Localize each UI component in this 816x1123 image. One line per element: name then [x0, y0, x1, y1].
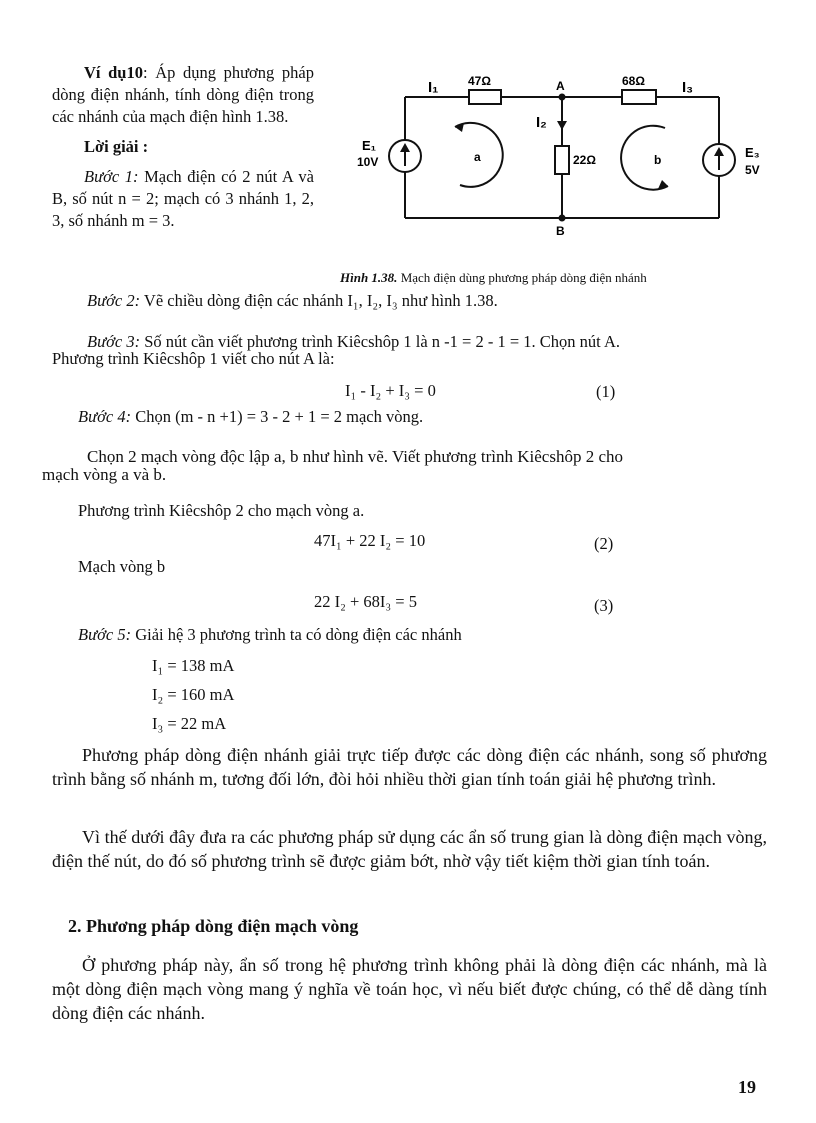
loop-a-text: Phương trình Kiêcshôp 2 cho mạch vòng a. — [78, 501, 365, 520]
result-i3: I₃ = 22 mA — [152, 714, 227, 733]
step3-line2: Phương trình Kiêcshôp 1 viết cho nút A là: — [52, 349, 335, 368]
example-block — [52, 62, 314, 232]
label-i2: I₂ — [536, 114, 547, 131]
label-r1: 47Ω — [468, 74, 491, 88]
resistor-22 — [555, 146, 569, 174]
label-e3-value: 5V — [745, 163, 760, 177]
equation-1: I₁ - I₂ + I₃ = 0 — [345, 381, 436, 400]
label-r3: 68Ω — [622, 74, 645, 88]
node-b-dot — [559, 215, 566, 222]
paragraph-2: Vì thế dưới đây đưa ra các phương pháp sử dụng các ẩn số trung gian là dòng điện mạch vòng, điện thế nút, do đó số phương trình sẽ được giảm bớt, nhờ vậy tiết kiệm thời gian tính toán. — [52, 827, 767, 871]
step5: Bước 5: Giải hệ 3 phương trình ta có dòng điện các nhánh — [78, 625, 462, 644]
example-label: Ví dụ10 — [84, 63, 143, 82]
solution-label: Lời giải : — [84, 137, 149, 156]
source-e1 — [389, 140, 421, 172]
label-e1-value: 10V — [357, 155, 379, 169]
loops-text-line2: mạch vòng a và b. — [42, 465, 167, 484]
step1: Bước 1: Mạch điện có 2 nút A và B, số nút n = 2; mạch có 3 nhánh 1, 2, 3, số nhánh m = 3. — [52, 167, 314, 230]
step3-line1: Bước 3: Số nút cần viết phương trình Kiêcshôp 1 là n -1 = 2 - 1 = 1. Chọn nút A. — [87, 332, 620, 351]
example-statement: Ví dụ10: Áp dụng phương pháp dòng điện nhánh, tính dòng điện trong các nhánh của mạch điện hình 1.38. — [52, 63, 314, 126]
circuit-diagram — [350, 70, 790, 270]
resistor-68 — [622, 90, 656, 104]
label-i3: I₃ — [682, 79, 694, 96]
step4: Bước 4: Chọn (m - n +1) = 3 - 2 + 1 = 2 mạch vòng. — [78, 407, 424, 426]
step2: Bước 2: Vẽ chiều dòng điện các nhánh I₁, I₂, I₃ như hình 1.38. — [87, 291, 498, 310]
label-r2: 22Ω — [573, 153, 596, 167]
section-heading: 2. Phương pháp dòng điện mạch vòng — [68, 916, 359, 936]
source-e3 — [703, 144, 735, 176]
label-node-b: B — [556, 224, 565, 238]
equation-2-number: (2) — [594, 534, 614, 553]
label-e3: E₃ — [745, 145, 760, 160]
paragraph-3: Ở phương pháp này, ẩn số trong hệ phương trình không phải là dòng điện các nhánh, mà là một dòng điện mạch vòng mang ý nghĩa về toán học, vì nếu biết được chúng, có thể dễ dàng tính dòng điện các nhánh. — [52, 955, 767, 1023]
loops-text-line1: Chọn 2 mạch vòng độc lập a, b như hình vẽ. Viết phương trình Kiêcshôp 2 cho — [87, 447, 623, 466]
equation-2: 47I₁ + 22 I₂ = 10 — [314, 531, 426, 550]
result-i2: I₂ = 160 mA — [152, 685, 235, 704]
label-node-a: A — [556, 79, 565, 93]
label-i1: I₁ — [428, 79, 439, 96]
node-a-dot — [559, 94, 566, 101]
equation-3: 22 I₂ + 68I₃ = 5 — [314, 592, 417, 611]
equation-1-number: (1) — [596, 382, 616, 401]
label-loop-b: b — [654, 153, 662, 167]
label-loop-a: a — [474, 150, 481, 164]
i2-arrow-icon — [557, 121, 567, 130]
figure-caption: Hình 1.38. Mạch điện dùng phương pháp dòng điện nhánh — [340, 270, 647, 285]
label-e1: E₁ — [362, 138, 377, 153]
loop-b-text: Mạch vòng b — [78, 557, 166, 576]
resistor-47 — [469, 90, 501, 104]
paragraph-1: Phương pháp dòng điện nhánh giải trực tiếp được các dòng điện các nhánh, song số phương trình bằng số nhánh m, tương đối lớn, đòi hỏi nhiều thời gian tính toán giải hệ phương trình. — [52, 745, 767, 789]
page-number: 19 — [738, 1077, 756, 1097]
equation-3-number: (3) — [594, 596, 614, 615]
result-i1: I₁ = 138 mA — [152, 656, 235, 675]
